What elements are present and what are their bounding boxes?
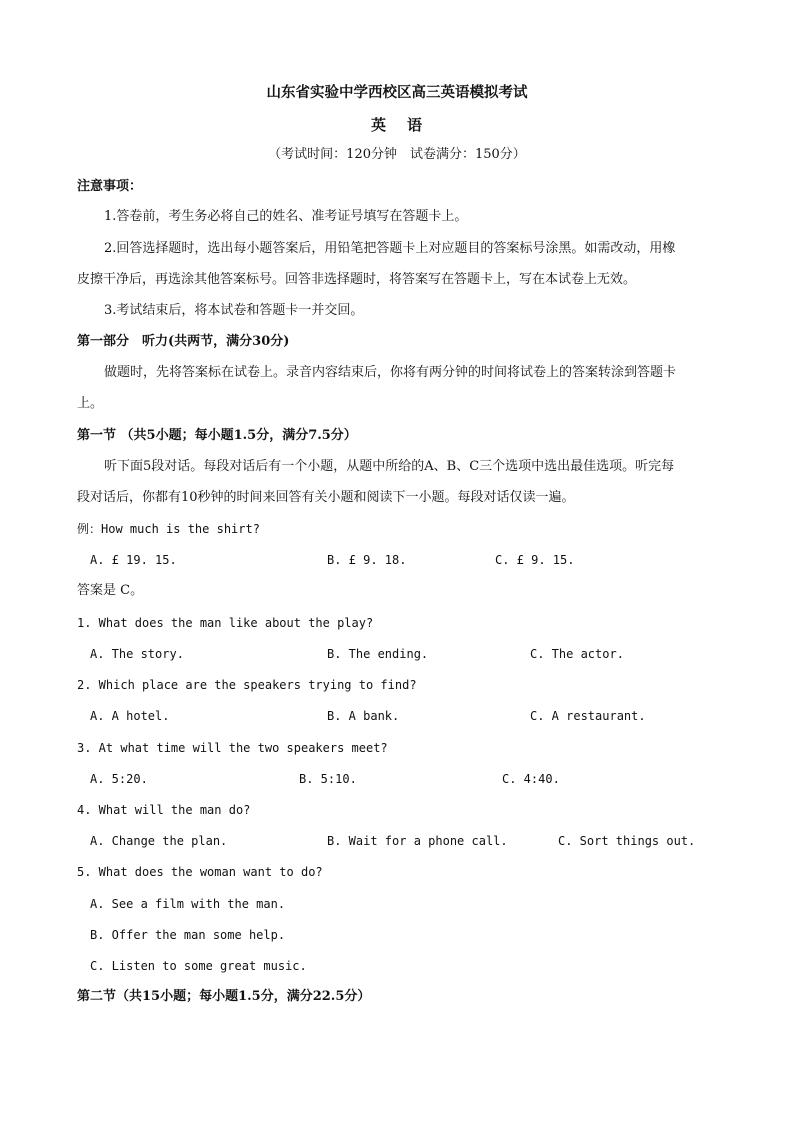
question-2: 2. Which place are the speakers trying to find? [77,678,417,692]
subject-heading [0,117,794,133]
example-question: 例：How much is the shirt? [77,522,260,536]
example-option-a: A. £ 19. 15. [90,553,177,567]
question-2-option-a: A. A hotel. [90,709,170,723]
example-option-c: C. £ 9. 15. [495,553,575,567]
part-1-heading: 第一部分 听力(共两节，满分30分) [77,334,290,349]
question-4-option-c: C. Sort things out. [558,834,696,848]
exam-info: （考试时间：120分钟 试卷满分：150分） [268,147,526,162]
notes-item-3: 3.考试结束后，将本试卷和答题卡一并交回。 [104,303,364,318]
question-5-option-c: C. Listen to some great music. [90,959,307,973]
section-1-heading: 第一节 （共5小题；每小题1.5分，满分7.5分） [77,428,357,443]
part-1-instruction-line-1: 做题时，先将答案标在试卷上。录音内容结束后，你将有两分钟的时间将试卷上的答案转涂到答题卡 [104,365,677,380]
example-answer: 答案是 C。 [77,583,144,598]
question-1-option-a: A. The story. [90,647,184,661]
notes-item-1: 1.答卷前，考生务必将自己的姓名、准考证号填写在答题卡上。 [104,209,468,224]
question-5-option-a: A. See a film with the man. [90,897,286,911]
notes-item-2-line-2: 皮擦干净后，再选涂其他答案标号。回答非选择题时，将答案写在答题卡上，写在本试卷上无效。 [77,272,637,287]
question-2-option-b: B. A bank. [327,709,400,723]
question-5: 5. What does the woman want to do? [77,865,323,879]
question-5-option-b: B. Offer the man some help. [90,928,286,942]
subject-char-1: 英 [370,116,387,134]
question-3: 3. At what time will the two speakers meet? [77,741,388,755]
part-1-instruction-line-2: 上。 [77,396,104,411]
section-1-instruction-line-2: 段对话后，你都有10秒钟的时间来回答有关小题和阅读下一小题。每段对话仅读一遍。 [77,490,575,505]
exam-title: 山东省实验中学西校区高三英语模拟考试 [266,84,528,101]
question-1-option-c: C. The actor. [530,647,624,661]
question-4: 4. What will the man do? [77,803,251,817]
subject-char-2: 语 [407,116,424,134]
question-3-option-b: B. 5:10. [299,772,357,786]
question-1: 1. What does the man like about the play? [77,616,374,630]
example-option-b: B. £ 9. 18. [327,553,407,567]
question-3-option-a: A. 5:20. [90,772,148,786]
question-4-option-a: A. Change the plan. [90,834,228,848]
notes-item-2-line-1: 2.回答选择题时，选出每小题答案后，用铅笔把答题卡上对应题目的答案标号涂黑。如需改动，用橡 [104,241,676,256]
section-2-heading: 第二节（共15小题；每小题1.5分，满分22.5分） [77,989,371,1004]
notes-heading: 注意事项： [77,179,143,194]
question-3-option-c: C. 4:40. [502,772,560,786]
question-1-option-b: B. The ending. [327,647,429,661]
question-4-option-b: B. Wait for a phone call. [327,834,508,848]
question-2-option-c: C. A restaurant. [530,709,646,723]
section-1-instruction-line-1: 听下面5段对话。每段对话后有一个小题，从题中所给的A、B、C三个选项中选出最佳选项。听完每 [104,459,675,474]
